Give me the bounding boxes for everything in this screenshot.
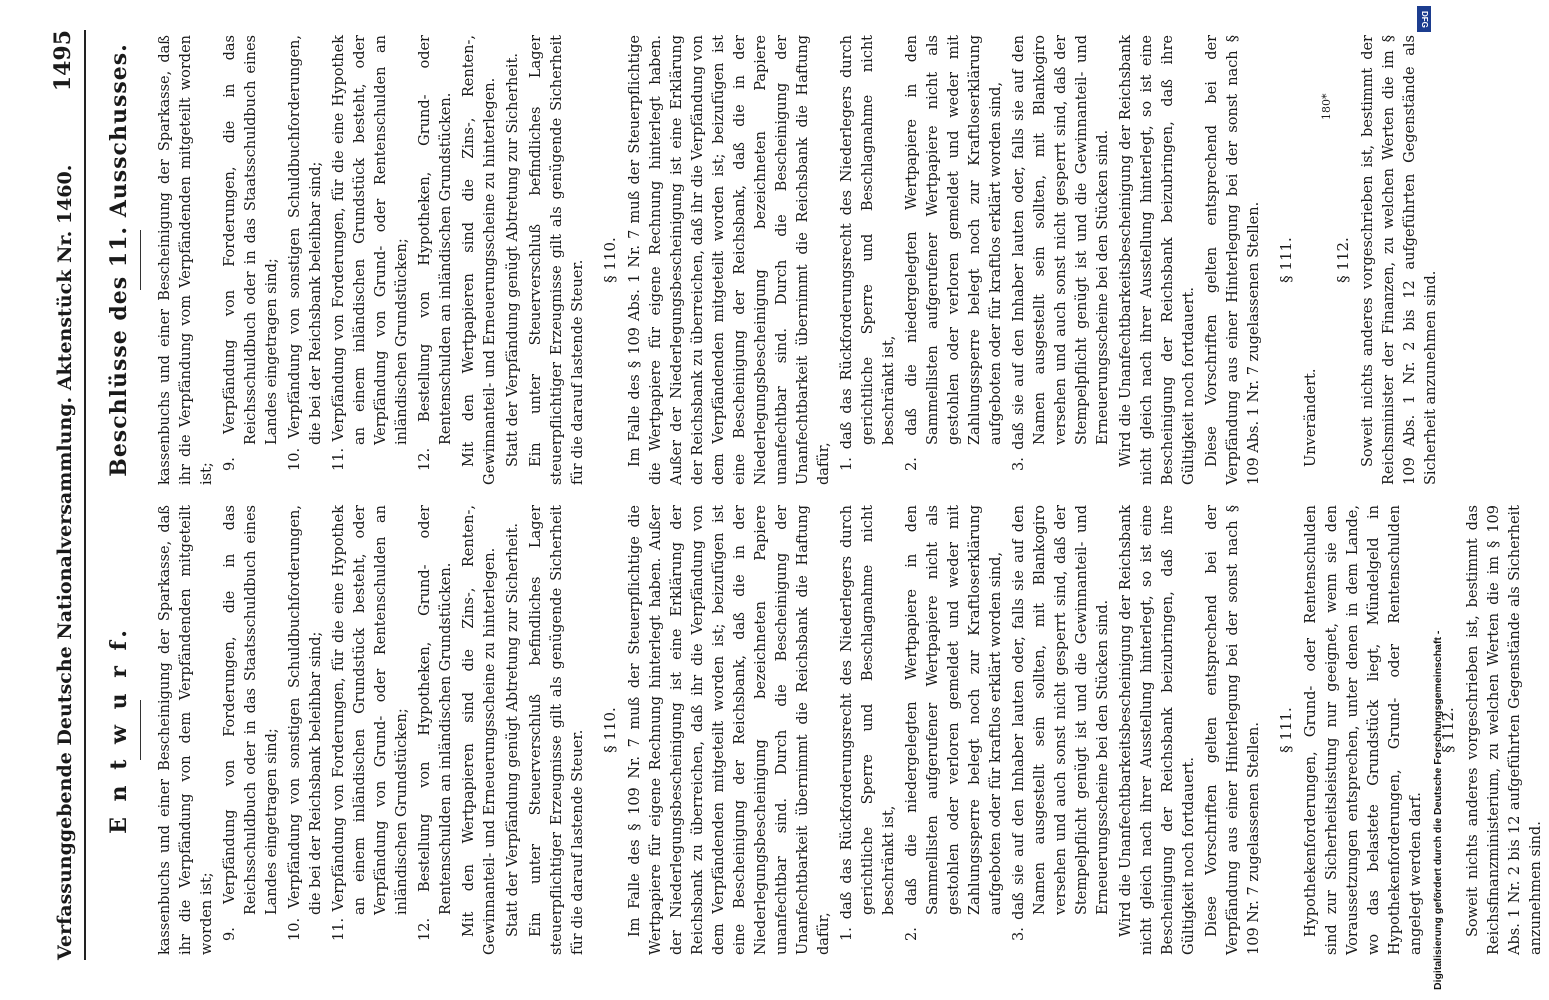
- paragraph: Diese Vorschriften gelten entsprechend bei der Verpfändung aus einer Hinterlegung bei der sonst nach § 109 Nr. 7 zugelassenen Stellen.: [1204, 505, 1262, 955]
- digitization-credit: Digitalisierung gefördert durch die Deutsche Forschungsgemeinschaft -: [1432, 630, 1444, 990]
- list-item: 12. Bestellung von Hypotheken, Grund- oder Rentenschulden an inländischen Grundstücken.: [417, 505, 454, 941]
- paragraph: Soweit nichts anderes vorgeschrieben ist, bestimmt der Reichsminister der Finanzen, zu welchen Werten die im § 109 Abs. 1 Nr. 2 bis 12 aufgeführten Gegenstände als Sicherheit anzunehmen sind.: [1360, 35, 1439, 485]
- list-item: 9. Verpfändung von Forderungen, die in das Reichsschuldbuch oder in das Staatsschuldbuch eines Landes eingetragen sind;: [222, 35, 280, 471]
- section-title: § 110.: [601, 707, 619, 753]
- paragraph: Im Falle des § 109 Nr. 7 muß der Steuerpflichtige die Wertpapiere für eigene Rechnung hinterlegt haben. Außer der Niederlegungsbescheinigung ist eine Erklärung der Reichsbank zu überreichen, daß ihr die Verpfändung von dem Verpfändenden mitgeteilt worden ist; beizufügen ist eine Bescheinigung der Reichsbank, daß die in der Niederlegungsbescheinigung bezeichneten Papiere unanfechtbar sind. Durch die Bescheinigung der Unanfechtbarkeit übernimmt die Reichsbank die Haftung dafür,: [627, 505, 832, 955]
- list-item: 9. Verpfändung von Forderungen, die in das Reichsschuldbuch oder in das Staatsschuldbuch eines Landes eingetragen sind;: [222, 505, 280, 941]
- section-title: § 112.: [1439, 707, 1457, 753]
- paragraph: Wird die Unanfechtbarkeitsbescheinigung der Reichsbank nicht gleich nach ihrer Ausstellung hinterlegt, so ist eine Bescheinigung der Reichsbank beizubringen, daß ihre Gültigkeit noch fortdauert.: [1118, 35, 1197, 485]
- paragraph: Soweit nichts anderes vorgeschrieben ist, bestimmt das Reichsfinanzministerium, zu welchen Werten die im § 109 Abs. 1 Nr. 2 bis 12 aufgeführten Gegenstände als Sicherheit anzunehmen sind.: [1465, 505, 1544, 955]
- column-heading: Beschlüsse des 11. Ausschusses.: [106, 43, 132, 477]
- list-item: 11. Verpfändung von Forderungen, für die eine Hypothek an einem inländischen Grundstück besteht, oder Verpfändung von Grund- oder Rentenschulden an inländischen Grundstücken;: [331, 505, 410, 941]
- list-item: 2. daß die niedergelegten Wertpapiere in den Sammellisten aufgerufener Wertpapiere nicht als gestohlen oder verloren gemeldet und weder mit Zahlungssperre belegt noch zur Kraftloserklärung aufgeboten oder für kraftlos erklärt worden sind,: [904, 35, 1004, 471]
- intro-text: kassenbuchs und einer Bescheinigung der Sparkasse, daß ihr die Verpfändung vom Verpfändenden mitgeteilt worden ist;: [157, 35, 215, 485]
- column-beschluesse: [100, 35, 1444, 485]
- running-title: Verfassunggebende Deutsche Nationalversammlung. Aktenstück Nr. 1460.: [54, 164, 76, 960]
- paragraph: Ein unter Steuerverschluß befindliches Lager steuerpflichtiger Erzeugnisse gilt als genügende Sicherheit für die darauf lastende Steuer.: [528, 505, 586, 955]
- paragraph: Diese Vorschriften gelten entsprechend bei der Verpfändung aus einer Hinterlegung bei der sonst nach § 109 Abs. 1 Nr. 7 zugelassenen Stellen.: [1204, 35, 1262, 485]
- paragraph: Mit den Wertpapieren sind die Zins-, Renten-, Gewinnanteil- und Erneuerungsscheine zu hinterlegen.: [461, 35, 498, 485]
- heading-rule: [140, 700, 141, 760]
- dfg-logo: DFG: [1417, 6, 1431, 32]
- paragraph: Hypothekenforderungen, Grund- oder Rentenschulden sind zur Sicherheitsleistung nur geeignet, wenn sie den Voraussetzungen entsprechen, unter denen in dem Lande, wo das belastete Grundstück liegt, Mündelgeld in Hypothekenforderungen, Grund- oder Rentenschulden angelegt werden darf.: [1303, 505, 1424, 955]
- paragraph: Unverändert.: [1303, 368, 1319, 467]
- paragraph: Ein unter Steuerverschluß befindliches Lager steuerpflichtiger Erzeugnisse gilt als genügende Sicherheit für die darauf lastende Steuer.: [528, 35, 586, 485]
- list-item: 10. Verpfändung von sonstigen Schuldbuchforderungen, die bei der Reichsbank beleihbar sind;: [287, 35, 324, 471]
- list-item: 10. Verpfändung von sonstigen Schuldbuchforderungen, die bei der Reichsbank beleihbar sind;: [287, 505, 324, 941]
- paragraph: Wird die Unanfechtbarkeitsbescheinigung der Reichsbank nicht gleich nach ihrer Ausstellung hinterlegt, so ist eine Bescheinigung der Reichsbank beizubringen, daß ihre Gültigkeit noch fortdauert.: [1118, 505, 1197, 955]
- running-header: [50, 30, 86, 960]
- section-title: § 112.: [1334, 237, 1352, 283]
- page-number: 1495: [50, 30, 76, 92]
- column-entwurf: [100, 505, 1549, 955]
- signature-mark: 180*: [1320, 93, 1333, 120]
- heading-rule: [140, 230, 141, 290]
- intro-text: kassenbuchs und einer Bescheinigung der Sparkasse, daß ihr die Verpfändung von dem Verpfändenden mitgeteilt worden ist;: [157, 505, 215, 955]
- list-item: 11. Verpfändung von Forderungen, für die eine Hypothek an einem inländischen Grundstück besteht, oder Verpfändung von Grund- oder Rentenschulden an inländischen Grundstücken;: [331, 35, 410, 471]
- section-title: § 111.: [1277, 237, 1295, 283]
- paragraph: Statt der Verpfändung genügt Abtretung zur Sicherheit.: [505, 52, 521, 467]
- list-item: 3. daß sie auf den Inhaber lauten oder, falls sie auf den Namen ausgestellt sein sollten, mit Blankogiro versehen und auch sonst nicht gesperrt sind, daß der Stempelpflicht genügt ist und die Gewinnanteil- und Erneuerungsscheine bei den Stücken sind.: [1011, 505, 1111, 941]
- section-title: § 110.: [601, 237, 619, 283]
- column-heading: E n t w u r f.: [106, 626, 132, 834]
- list-item: 1. daß das Rückforderungsrecht des Niederlegers durch gerichtliche Sperre und Beschlagnahme nicht beschränkt ist,: [839, 35, 897, 471]
- paragraph: Im Falle des § 109 Abs. 1 Nr. 7 muß der Steuerpflichtige die Wertpapiere für eigene Rechnung hinterlegt haben. Außer der Niederlegungsbescheinigung ist eine Erklärung der Reichsbank zu überreichen, daß ihr die Verpfändung von dem Verpfändenden mitgeteilt worden ist; beizufügen ist eine Bescheinigung der Reichsbank, daß die in der Niederlegungsbescheinigung bezeichneten Papiere unanfechtbar sind. Durch die Bescheinigung der Unanfechtbarkeit übernimmt die Reichsbank die Haftung dafür,: [627, 35, 832, 485]
- list-item: 3. daß sie auf den Inhaber lauten oder, falls sie auf den Namen ausgestellt sein sollten, mit Blankogiro versehen und auch sonst nicht gesperrt sind, daß der Stempelpflicht genügt ist und die Gewinnanteil- und Erneuerungsscheine bei den Stücken sind.: [1011, 35, 1111, 471]
- list-item: 2. daß die niedergelegten Wertpapiere in den Sammellisten aufgerufener Wertpapiere nicht als gestohlen oder verloren gemeldet und weder mit Zahlungssperre belegt noch zur Kraftloserklärung aufgeboten oder für kraftlos erklärt worden sind,: [904, 505, 1004, 941]
- paragraph: Mit den Wertpapieren sind die Zins-, Renten-, Gewinnanteil- und Erneuerungsscheine zu hinterlegen.: [461, 505, 498, 955]
- list-item: 12. Bestellung von Hypotheken, Grund- oder Rentenschulden an inländischen Grundstücken.: [417, 35, 454, 471]
- section-title: § 111.: [1277, 707, 1295, 753]
- paragraph: Statt der Verpfändung genügt Abtretung zur Sicherheit.: [505, 522, 521, 937]
- list-item: 1. daß das Rückforderungsrecht des Niederlegers durch gerichtliche Sperre und Beschlagnahme nicht beschränkt ist,: [839, 505, 897, 941]
